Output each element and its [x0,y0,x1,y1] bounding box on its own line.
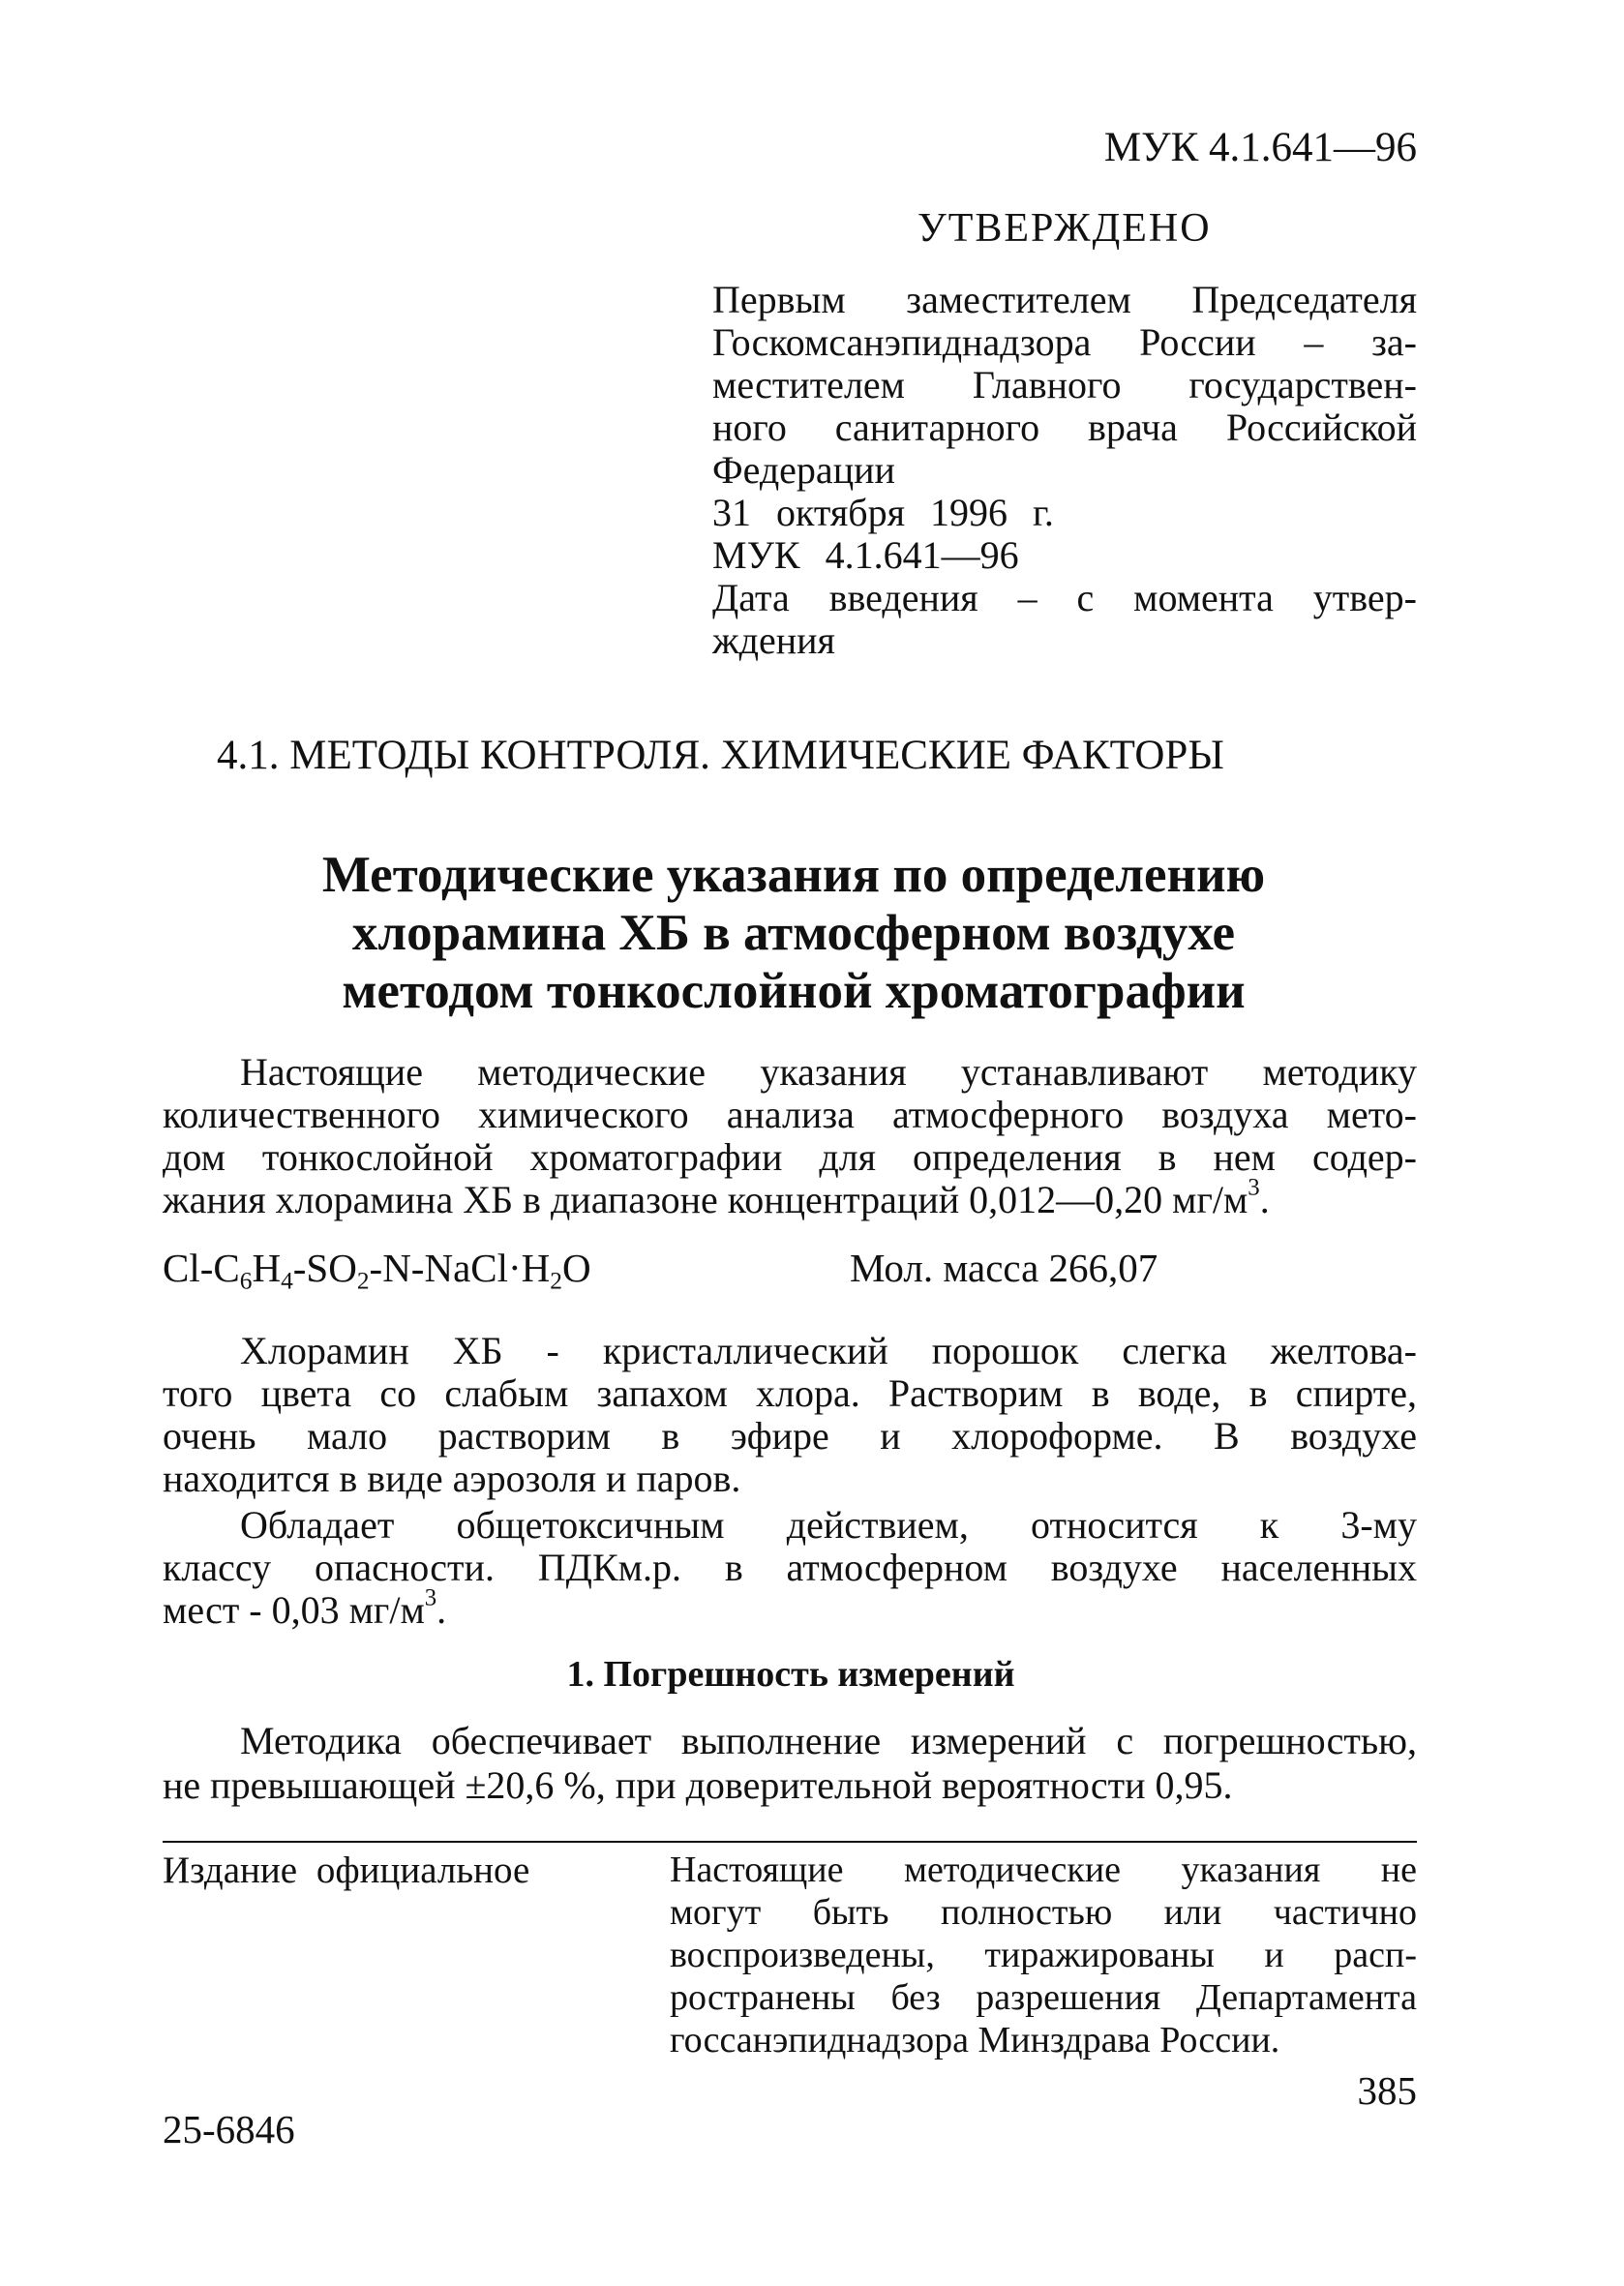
document-title [165,846,1423,1020]
toxicity-paragraph [163,1504,1417,1632]
paragraph-line: количественного химического анализа атмосферного воздуха мето- [163,1093,1417,1136]
approval-title: УТВЕРЖДЕНО [917,206,1212,251]
approval-line: местителем Главного государствен- [712,363,1417,406]
notice-line: госсанэпиднадзора Минздрава России. [670,2020,1280,2060]
page-number: 385 [1357,2068,1417,2113]
footer-divider [163,1841,1417,1843]
paragraph-line: находится в виде аэрозоля и паров. [163,1457,741,1500]
approval-intro-date: Дата введения – с момента утвер- [712,576,1417,619]
title-line: Методические указания по определению [321,847,1266,903]
paragraph-line: не превышающей ±20,6 %, при доверительной вероятности 0,95. [163,1763,1233,1807]
intro-paragraph [163,1051,1417,1221]
paragraph-line: того цвета со слабым запахом хлора. Растворим в воде, в спирте, [163,1371,1417,1415]
paragraph-line: Методика обеспечивает выполнение измерений с погрешностью, [240,1719,1417,1762]
title-line: хлорамина ХБ в атмосферном воздухе [351,905,1236,961]
chemical-formula: $Cl-C_6H_4-SO_2-N-NaCl\cdot H_2O$ [163,1246,591,1295]
paragraph-line: жания хлорамина ХБ в диапазоне концентраций 0,012—0,20 $мг/м^3$. [163,1174,1270,1221]
approval-line: Госкомсанэпиднадзора России – за- [712,320,1417,364]
document-code: МУК 4.1.641—96 [1103,125,1417,170]
edition-label: Издание официальное [163,1850,530,1891]
title-line: методом тонкослойной хроматографии [342,963,1246,1019]
notice-line: могут быть полностью или частично [670,1892,1417,1933]
copyright-notice [670,1849,1417,2061]
subsection-heading: 1. Погрешность измерений [566,1654,1015,1695]
notice-line: воспроизведены, тиражированы и расп- [670,1935,1417,1975]
approval-line: Первым заместителем Председателя [712,278,1417,321]
approval-line: Федерации [712,448,895,492]
print-code: 25-6846 [163,2107,295,2151]
approval-code: МУК 4.1.641—96 [712,533,1019,577]
paragraph-line: Обладает общетоксичным действием, относится к 3-му [240,1503,1417,1547]
subsection-paragraph [163,1719,1417,1808]
superscript: 3 [424,1584,437,1611]
approval-line: ного санитарного врача Российской [712,406,1417,449]
paragraph-line: очень мало растворим в эфире и хлороформе. В воздухе [163,1414,1417,1458]
approval-block [712,279,1417,662]
paragraph-line: Настоящие методические указания устанавливают методику [240,1050,1417,1094]
notice-line: Настоящие методические указания не [670,1850,1417,1890]
section-heading: 4.1. МЕТОДЫ КОНТРОЛЯ. ХИМИЧЕСКИЕ ФАКТОРЫ [217,733,1224,778]
paragraph-line: дом тонкослойной хроматографии для определения в нем содер- [163,1135,1417,1179]
paragraph-line: классу опасности. ПДКм.р. в атмосферном воздухе населенных [163,1546,1417,1589]
superscript: 3 [1248,1174,1260,1201]
paragraph-line: Хлорамин ХБ - кристаллический порошок слегка желтова- [240,1329,1417,1372]
notice-line: ространены без разрешения Департамента [670,1977,1417,2018]
paragraph-line: мест - 0,03 $мг/м^3$. [163,1584,447,1632]
approval-date: 31 октября 1996 г. [712,491,1054,534]
molar-mass: Мол. масса 266,07 [850,1246,1158,1290]
approval-intro-date-cont: ждения [712,618,835,662]
description-paragraph [163,1330,1417,1500]
